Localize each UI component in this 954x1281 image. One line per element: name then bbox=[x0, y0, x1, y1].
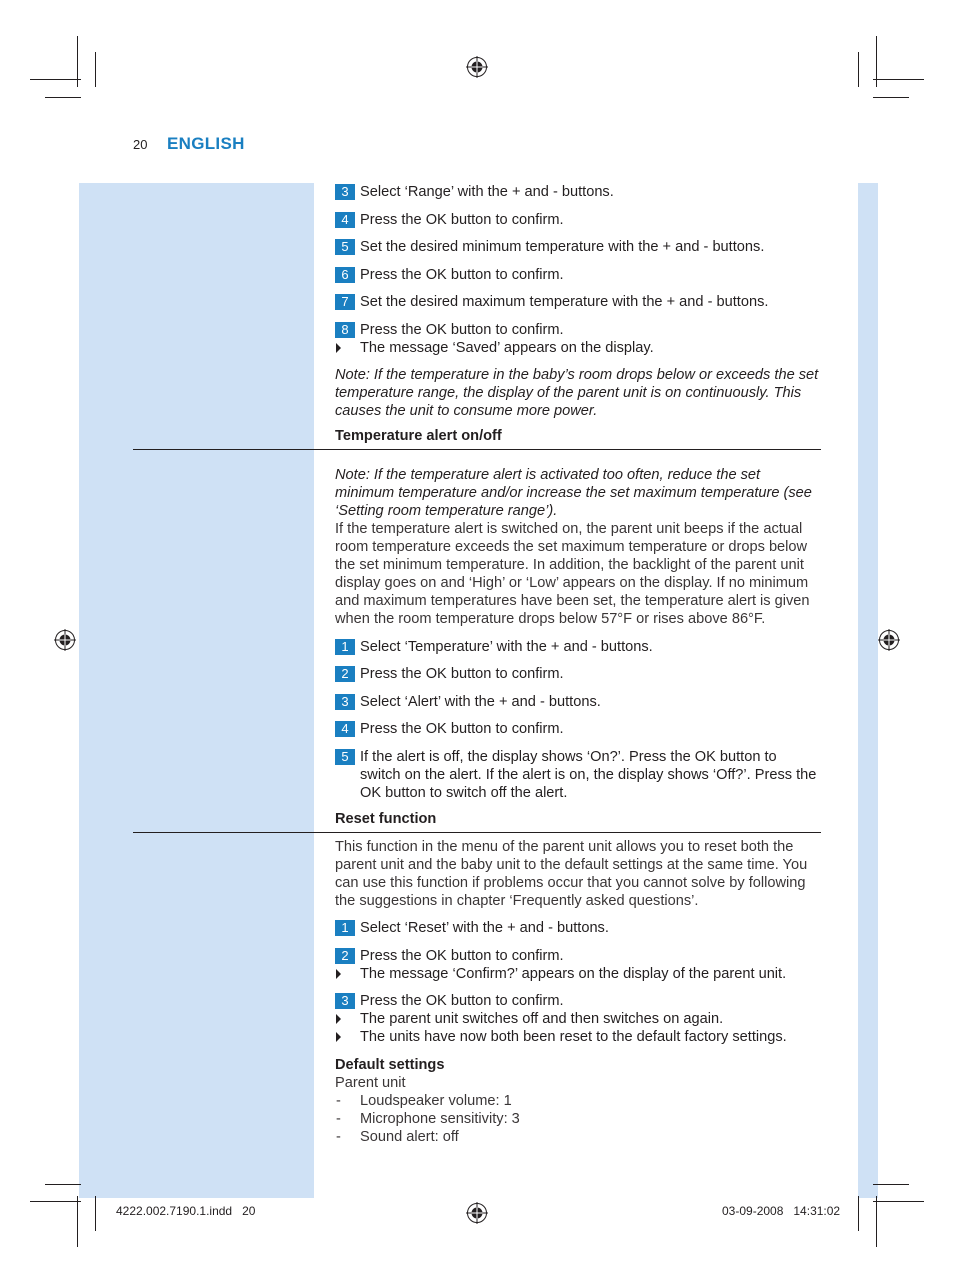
step-item bbox=[335, 947, 821, 965]
step-text: Select ‘Range’ with the + and - buttons. bbox=[360, 184, 614, 200]
step-number: 7 bbox=[335, 294, 355, 310]
step-text: Press the OK button to confirm. bbox=[360, 211, 564, 228]
subheading: Parent unit bbox=[335, 1074, 406, 1091]
page-number: 20 bbox=[133, 137, 148, 152]
step-result bbox=[335, 1028, 821, 1046]
step-item bbox=[335, 720, 821, 738]
step-item bbox=[335, 665, 821, 683]
footer-filename: 4222.002.7190.1.indd 20 bbox=[116, 1204, 256, 1218]
registration-mark-icon bbox=[878, 629, 900, 651]
registration-mark-icon bbox=[466, 1202, 488, 1224]
step-item bbox=[335, 992, 821, 1010]
step-item bbox=[335, 293, 821, 311]
result-text: The message ‘Saved’ appears on the display. bbox=[360, 339, 654, 356]
list-item: - Microphone sensitivity: 3 bbox=[336, 1110, 520, 1127]
step-result bbox=[335, 965, 821, 983]
step-text: Press the OK button to confirm. bbox=[360, 993, 564, 1009]
list-item-text: Microphone sensitivity: 3 bbox=[360, 1110, 520, 1127]
left-margin-band bbox=[79, 183, 314, 1198]
right-margin-band bbox=[858, 183, 878, 1198]
step-item bbox=[335, 266, 821, 284]
step-number: 5 bbox=[335, 749, 355, 765]
step-text: Select ‘Alert’ with the + and - buttons. bbox=[360, 693, 601, 710]
step-result bbox=[335, 339, 821, 357]
step-item bbox=[335, 321, 821, 339]
list-item: - Loudspeaker volume: 1 bbox=[336, 1092, 512, 1109]
result-text: The parent unit switches off and then switches on again. bbox=[360, 1011, 724, 1027]
step-item bbox=[335, 748, 821, 802]
step-number: 1 bbox=[335, 639, 355, 655]
list-item-text: Loudspeaker volume: 1 bbox=[360, 1092, 512, 1109]
step-item bbox=[335, 919, 821, 937]
result-arrow-icon bbox=[336, 343, 341, 353]
step-number: 8 bbox=[335, 322, 355, 338]
step-number: 6 bbox=[335, 267, 355, 283]
step-item bbox=[335, 183, 821, 201]
section-heading: Default settings bbox=[335, 1056, 445, 1073]
step-text: Press the OK button to confirm. bbox=[360, 947, 564, 964]
step-number: 2 bbox=[335, 666, 355, 682]
step-result bbox=[335, 1010, 821, 1028]
result-arrow-icon bbox=[336, 1032, 341, 1042]
step-number: 2 bbox=[335, 948, 355, 964]
step-item bbox=[335, 238, 821, 256]
step-item bbox=[335, 638, 821, 656]
step-text: Press the OK button to confirm. bbox=[360, 321, 564, 338]
result-text: The message ‘Confirm?’ appears on the display of the parent unit. bbox=[360, 965, 787, 982]
step-text: Select ‘Temperature’ with the + and - buttons. bbox=[360, 638, 653, 655]
step-text: Set the desired maximum temperature with the + and - buttons. bbox=[360, 294, 769, 310]
list-item: - Sound alert: off bbox=[336, 1128, 459, 1145]
section-heading: Reset function bbox=[335, 810, 437, 827]
body-paragraph: If the temperature alert is switched on, the parent unit beeps if the actual room temperature exceeds the set maximum temperature or drops below the set minimum temperature. In addition, the backlight of the parent unit display goes on and ‘High’ or ‘Low’ appears on the display. If no minimum and maximum temperatures have been set, the temperature alert is given when the room temperature drops below 57°F or rises above 86°F. bbox=[335, 521, 810, 627]
step-number: 1 bbox=[335, 920, 355, 936]
step-number: 3 bbox=[335, 184, 355, 200]
note-text: Note: If the temperature in the baby’s room drops below or exceeds the set temperature range, the display of the parent unit is on continuously. This causes the unit to consume more power. bbox=[335, 367, 819, 419]
step-text: If the alert is off, the display shows ‘On?’. Press the OK button to switch on the alert. If the alert is on, the display shows ‘Off?’. Press the OK button to switch off the alert. bbox=[360, 748, 817, 801]
step-number: 4 bbox=[335, 212, 355, 228]
step-text: Set the desired minimum temperature with the + and - buttons. bbox=[360, 239, 765, 255]
registration-mark-icon bbox=[54, 629, 76, 651]
result-arrow-icon bbox=[336, 1014, 341, 1024]
step-number: 5 bbox=[335, 239, 355, 255]
step-item bbox=[335, 693, 821, 711]
step-text: Select ‘Reset’ with the + and - buttons. bbox=[360, 920, 609, 936]
step-text: Press the OK button to confirm. bbox=[360, 666, 564, 682]
step-item bbox=[335, 211, 821, 229]
result-arrow-icon bbox=[336, 969, 341, 979]
body-paragraph: This function in the menu of the parent unit allows you to reset both the parent unit and the baby unit to the default settings at the same time. You can use this function if problems occur that you cannot solve by following the suggestions in chapter ‘Frequently asked questions’. bbox=[335, 838, 808, 909]
step-text: Press the OK button to confirm. bbox=[360, 721, 564, 737]
main-content bbox=[335, 183, 821, 1146]
language-heading: ENGLISH bbox=[167, 134, 245, 153]
step-text: Press the OK button to confirm. bbox=[360, 266, 564, 283]
list-item-text: Sound alert: off bbox=[360, 1128, 459, 1145]
step-number: 3 bbox=[335, 993, 355, 1009]
footer-timestamp: 03-09-2008 14:31:02 bbox=[722, 1204, 841, 1218]
step-number: 3 bbox=[335, 694, 355, 710]
step-number: 4 bbox=[335, 721, 355, 737]
section-heading: Temperature alert on/off bbox=[335, 428, 502, 444]
registration-mark-icon bbox=[466, 56, 488, 78]
result-text: The units have now both been reset to the default factory settings. bbox=[360, 1029, 787, 1045]
note-text: Note: If the temperature alert is activated too often, reduce the set minimum temperature and/or increase the set maximum temperature (see ‘Setting room temperature range’). bbox=[335, 467, 812, 519]
